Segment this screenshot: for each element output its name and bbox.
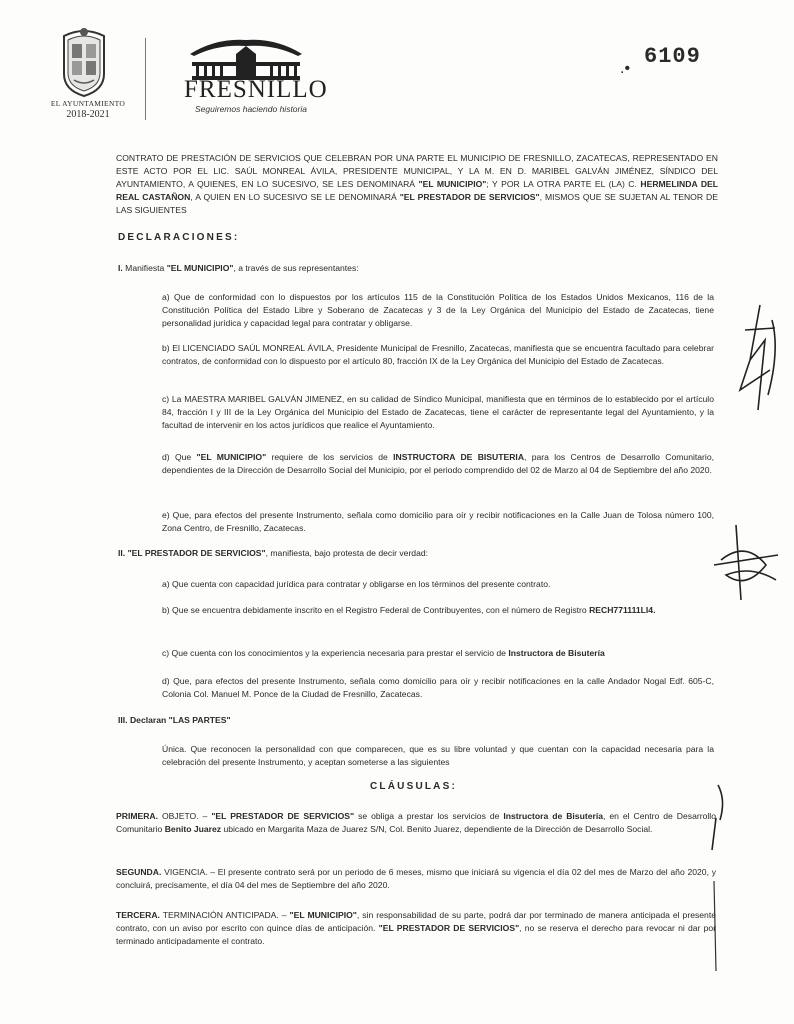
municipal-seal-icon bbox=[58, 26, 110, 98]
signature-mark-4 bbox=[706, 876, 726, 976]
folio-mark: .• bbox=[620, 60, 631, 77]
declaration-1b: b) El LICENCIADO SAÚL MONREAL ÁVILA, Presidente Municipal de Fresnillo, Zacatecas, manifiesta que se encuentra facultado para celebrar contratos, de conformidad con lo dispuesto por el artículo 80, fracción IX de la Ley Orgánica del Municipio del Estado de Zacatecas. bbox=[162, 343, 714, 366]
declaration-3: III. Declaran "LAS PARTES" bbox=[118, 715, 231, 725]
contract-intro: CONTRATO DE PRESTACIÓN DE SERVICIOS QUE CELEBRAN POR UNA PARTE EL MUNICIPIO DE FRESNILLO, ZACATECAS, REPRESENTADO EN ESTE ACTO POR EL LIC. SAÚL MONREAL ÁVILA, PRESIDENTE MUNICIPAL, Y LA M. EN D. MARIBEL GALVÁN JIMÉNEZ, SÍNDICO DEL AYUNTAMIENTO, A QUIENES, EN LO SUCESIVO, SE LES DENOMINARÁ "EL MUNICIPIO"; Y POR LA OTRA PARTE EL (LA) C. HERMELINDA DEL REAL CASTAÑON, A QUIEN EN LO SUCESIVO SE LE DENOMINARÁ "EL PRESTADOR DE SERVICIOS", MISMOS QUE SE SUJETAN AL TENOR DE LAS SIGUIENTES bbox=[116, 153, 719, 215]
declaration-1d: d) Que "EL MUNICIPIO" requiere de los servicios de INSTRUCTORA DE BISUTERIA, para los Centros de Desarrollo Comunitario, dependientes de la Dirección de Desarrollo Social del Municipio, por el periodo comprendido del 02 de Marzo al 04 de Septiembre del año 2020. bbox=[162, 452, 714, 475]
declaration-1a: a) Que de conformidad con lo dispuestos por los artículos 115 de la Constitución Política de los Estados Unidos Mexicanos, 116 de la Constitución Política del Estado Libre y Soberano de Zacatecas y 3 de la Ley Orgánica del Municipio del Estado de Zacatecas, tiene personalidad jurídica y capacidad legal para contratar y obligarse. bbox=[162, 292, 714, 328]
signature-mark-3 bbox=[698, 780, 738, 860]
clause-segunda: SEGUNDA. VIGENCIA. – El presente contrato será por un periodo de 6 meses, mismo que iniciará su vigencia el día 02 del mes de Marzo del año 2020, y concluirá, precisamente, el día 04 del mes de Septiembre del año 2020. bbox=[116, 867, 716, 890]
declaraciones-heading: DECLARACIONES: bbox=[118, 232, 240, 243]
signature-mark-2 bbox=[706, 520, 786, 610]
declaration-3-unica: Única. Que reconocen la personalidad con que comparecen, que es su libre voluntad y que cuentan con la capacidad necesaria para la celebración del presente Instrumento, y aceptan someterse a las siguientes bbox=[162, 744, 714, 767]
folio-number: 6109 bbox=[644, 44, 701, 69]
declaration-1e: e) Que, para efectos del presente Instrumento, señala como domicilio para oír y recibir notificaciones en la Calle Juan de Tolosa número 100, Zona Centro, de Fresnillo, Zacatecas. bbox=[162, 510, 714, 533]
clause-primera: PRIMERA. OBJETO. – "EL PRESTADOR DE SERVICIOS" se obliga a prestar los servicios de Instructora de Bisutería, en el Centro de Desarrollo Comunitario Benito Juarez ubicado en Margarita Maza de Juarez S/N, Col. Benito Juarez, dependiente de la Dirección de Desarrollo Social. bbox=[116, 811, 716, 834]
term-label: 2018-2021 bbox=[66, 108, 110, 120]
clause-tercera: TERCERA. TERMINACIÓN ANTICIPADA. – "EL MUNICIPIO", sin responsabilidad de su parte, podrá dar por terminado de manera anticipada el presente contrato, con un aviso por escrito con quince días de anticipación. "EL PRESTADOR DE SERVICIOS", no se reserva el derecho para revocar ni dar por terminado anticipadamente el contrato. bbox=[116, 910, 717, 946]
brand-slogan: Seguiremos haciendo historia bbox=[195, 104, 307, 114]
declaration-2c: c) Que cuenta con los conocimientos y la experiencia necesaria para prestar el servicio de Instructora de Bisutería bbox=[162, 648, 605, 658]
brand-wordmark: FRESNILLO bbox=[184, 76, 328, 103]
clausulas-heading: CLÁUSULAS: bbox=[370, 781, 457, 792]
declaration-1: I. Manifiesta "EL MUNICIPIO", a través de sus representantes: bbox=[118, 263, 359, 273]
ayuntamiento-label: EL AYUNTAMIENTO bbox=[50, 99, 126, 108]
header-divider bbox=[145, 38, 146, 120]
declaration-2b: b) Que se encuentra debidamente inscrito en el Registro Federal de Contribuyentes, con el número de Registro RECH771111LI4. bbox=[162, 605, 656, 615]
declaration-1c: c) La MAESTRA MARIBEL GALVÁN JIMENEZ, en su calidad de Síndico Municipal, manifiesta que en términos de lo establecido por el artículo 84, fracción I y III de la Ley Orgánica del Municipio del Estado de Zacatecas, tiene el carácter de representante legal del Ayuntamiento, y la facultad de intervenir en los actos jurídicos que realice el Ayuntamiento. bbox=[162, 394, 714, 430]
declaration-2a: a) Que cuenta con capacidad jurídica para contratar y obligarse en los términos del presente contrato. bbox=[162, 579, 551, 589]
declaration-2d: d) Que, para efectos del presente Instrumento, señala como domicilio para oír y recibir notificaciones en la calle Andador Nogal Edf. 605-C, Colonia Col. Manuel M. Ponce de la Ciudad de Fresnillo, Zacatecas. bbox=[162, 676, 714, 699]
seal-caption bbox=[48, 100, 128, 120]
signature-mark-1 bbox=[720, 300, 790, 420]
declaration-2: II. "EL PRESTADOR DE SERVICIOS", manifiesta, bajo protesta de decir verdad: bbox=[118, 548, 429, 558]
